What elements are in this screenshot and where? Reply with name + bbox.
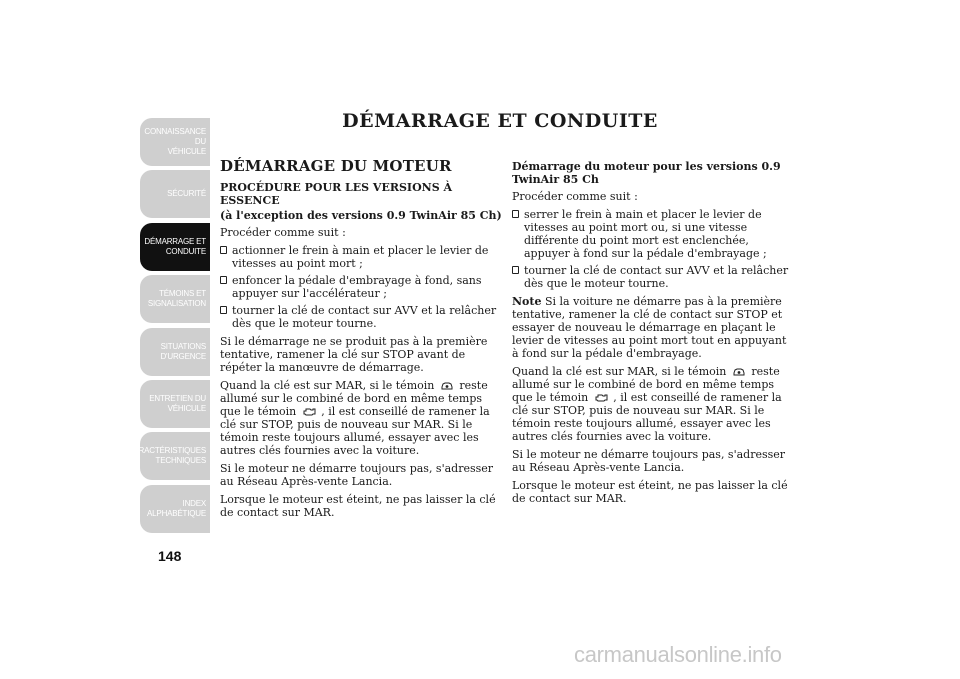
list-item: actionner le frein à main et placer le levier de vitesses au point mort ;: [220, 244, 502, 270]
paragraph: Lorsque le moteur est éteint, ne pas laisser la clé de contact sur MAR.: [220, 493, 496, 519]
tab-demarrage[interactable]: DÉMARRAGE ET CONDUITE: [140, 223, 210, 271]
steps-list: [220, 244, 502, 330]
checkbox-bullet-icon: [512, 266, 519, 274]
section-tabs: [127, 118, 210, 537]
list-item: tourner la clé de contact sur AVV et la relâcher dès que le moteur tourne.: [512, 264, 794, 290]
checkbox-bullet-icon: [512, 210, 519, 218]
left-column: [220, 157, 502, 524]
paragraph: Lorsque le moteur est éteint, ne pas laisser la clé de contact sur MAR.: [512, 479, 788, 505]
right-column: [512, 160, 794, 510]
tab-index[interactable]: INDEX ALPHABÉTIQUE: [140, 485, 210, 533]
list-item: serrer le frein à main et placer le levier de vitesses au point mort ou, si une vitesse différente du point mort est enclenchée, appuyer à fond sur la pédale d'embrayage ;: [512, 208, 794, 260]
steps-list: [512, 208, 794, 290]
paragraph-warning: Quand la clé est sur MAR, si le témoin reste allumé sur le combiné de bord en même temps que le témoin , il est conseillé de ramener la clé sur STOP, puis de nouveau sur MAR. Si le témoin reste toujours allumé, essayer avec les autres clés fournies avec la voiture.: [220, 379, 490, 457]
engine-warning-icon: [302, 406, 316, 417]
procedure-subheading: (à l'exception des versions 0.9 TwinAir 85 Ch): [220, 209, 502, 222]
checkbox-bullet-icon: [220, 306, 227, 314]
checkbox-bullet-icon: [220, 246, 227, 254]
paragraph: Si le démarrage ne se produit pas à la première tentative, ramener la clé sur STOP avant de répéter la manœuvre de démarrage.: [220, 335, 488, 374]
intro-text: Procéder comme suit :: [220, 226, 346, 239]
page-number: 148: [158, 548, 182, 564]
paragraph-warning: Quand la clé est sur MAR, si le témoin reste allumé sur le combiné de bord en même temps que le témoin , il est conseillé de ramener la clé sur STOP, puis de nouveau sur MAR. Si le témoin reste toujours allumé, essayer avec les autres clés fournies avec la voiture.: [512, 365, 782, 443]
engine-warning-icon: [594, 392, 608, 403]
car-key-warning-icon: [732, 366, 746, 377]
note-label: Note: [512, 295, 542, 308]
list-item: enfoncer la pédale d'embrayage à fond, sans appuyer sur l'accélérateur ;: [220, 274, 502, 300]
tab-entretien[interactable]: ENTRETIEN DU VÉHICULE: [140, 380, 210, 428]
list-item: tourner la clé de contact sur AVV et la relâcher dès que le moteur tourne.: [220, 304, 502, 330]
intro-text: Procéder comme suit :: [512, 190, 638, 203]
note: Note Si la voiture ne démarre pas à la première tentative, ramener la clé de contact sur STOP et essayer de nouveau le démarrage en plaçant le levier de vitesses au point mort tout en appuyant à fond sur la pédale d'embrayage.: [512, 295, 787, 360]
tab-temoins[interactable]: TÉMOINS ET SIGNALISATION: [140, 275, 210, 323]
tab-caracteristiques[interactable]: CARACTÉRISTIQUES TECHNIQUES: [140, 432, 210, 480]
watermark-link[interactable]: carmanualsonline.info: [574, 642, 782, 667]
tab-securite[interactable]: SÉCURITÉ: [140, 170, 210, 218]
checkbox-bullet-icon: [220, 276, 227, 284]
twinair-heading: Démarrage du moteur pour les versions 0.9 TwinAir 85 Ch: [512, 160, 781, 186]
paragraph: Si le moteur ne démarre toujours pas, s'adresser au Réseau Après-vente Lancia.: [512, 448, 786, 474]
procedure-heading: PROCÉDURE POUR LES VERSIONS À ESSENCE: [220, 181, 453, 207]
page-title: DÉMARRAGE ET CONDUITE: [342, 110, 658, 132]
paragraph: Si le moteur ne démarre toujours pas, s'adresser au Réseau Après-vente Lancia.: [220, 462, 494, 488]
tab-connaissance[interactable]: CONNAISSANCE DU VÉHICULE: [140, 118, 210, 166]
section-heading: DÉMARRAGE DU MOTEUR: [220, 157, 452, 175]
car-key-warning-icon: [440, 380, 454, 391]
tab-situations[interactable]: SITUATIONS D'URGENCE: [140, 328, 210, 376]
